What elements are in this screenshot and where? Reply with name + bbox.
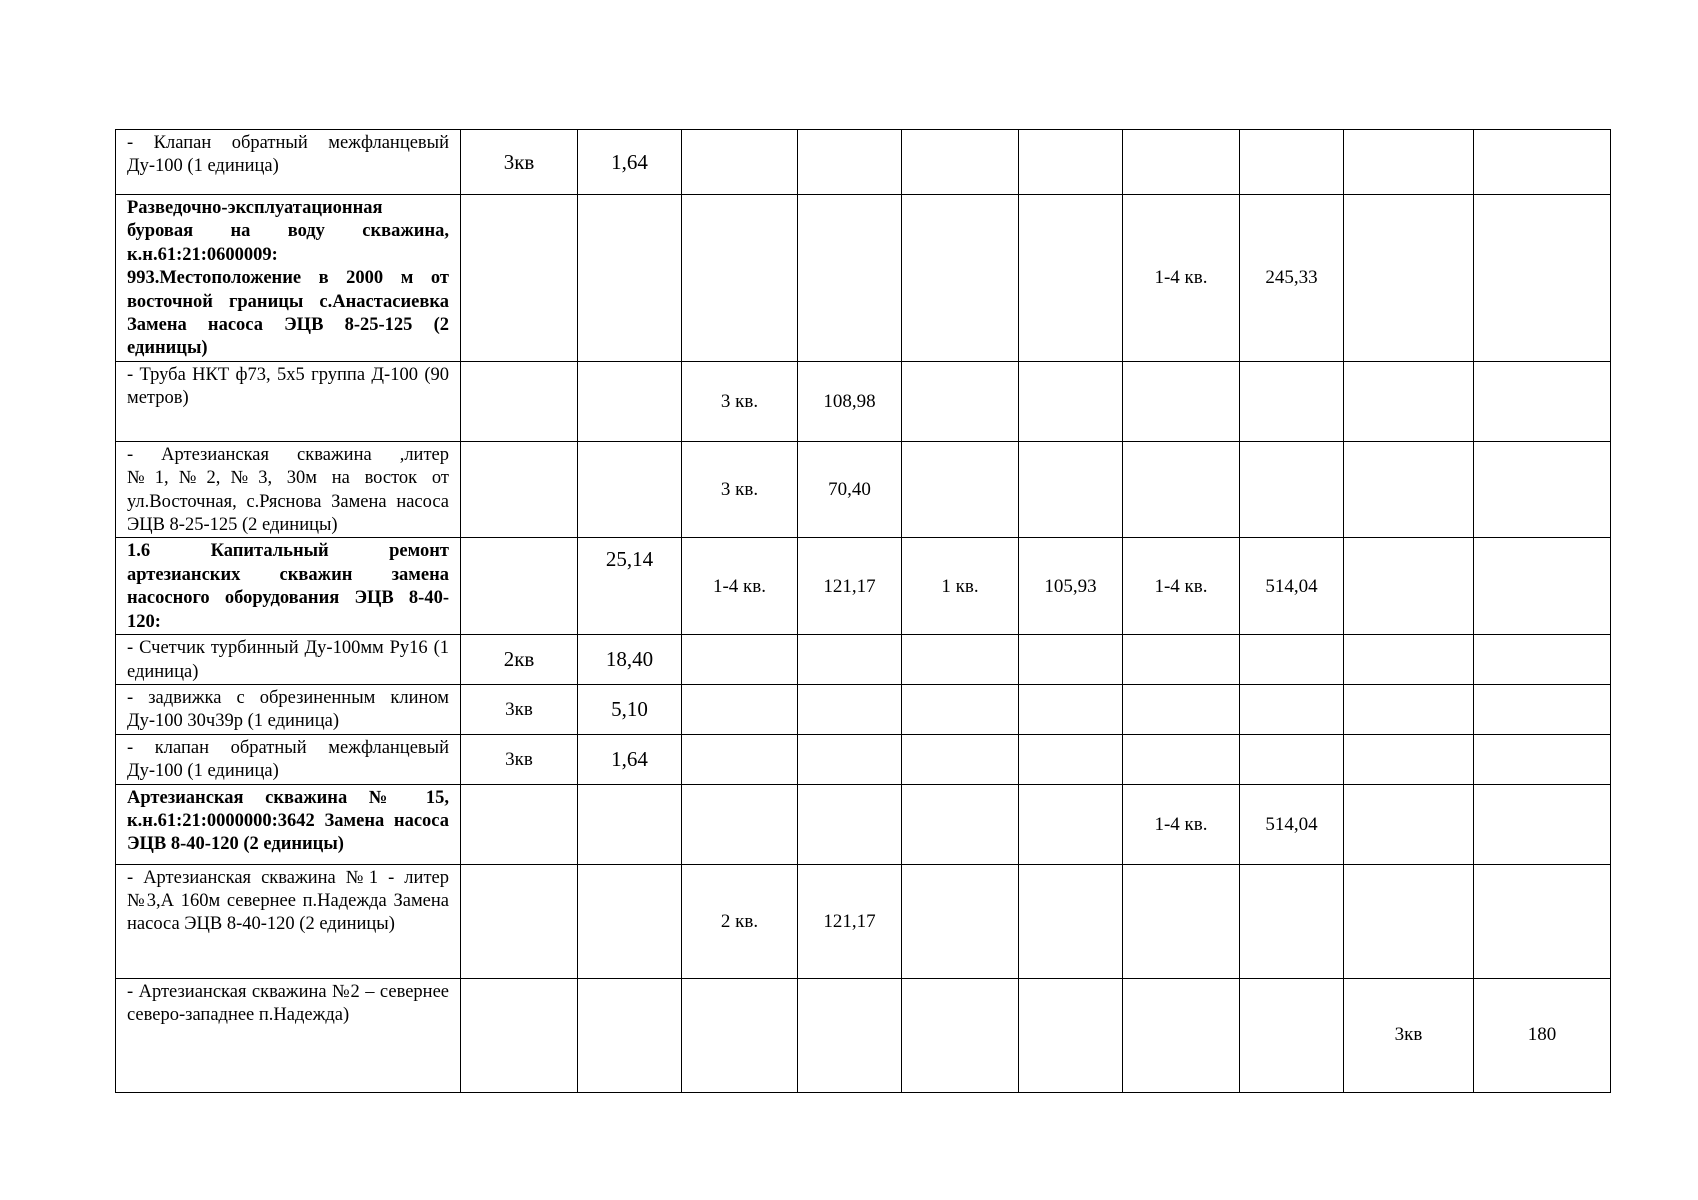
table-row bbox=[116, 734, 1611, 784]
amount-cell bbox=[1019, 734, 1123, 784]
amount-cell: 514,04 bbox=[1240, 538, 1344, 635]
period-cell bbox=[902, 784, 1019, 864]
amount-cell bbox=[798, 195, 902, 362]
period-cell: 3 кв. bbox=[682, 441, 798, 538]
period-cell bbox=[1344, 784, 1474, 864]
amount-cell bbox=[798, 635, 902, 685]
amount-cell bbox=[1240, 130, 1344, 195]
period-cell bbox=[1123, 864, 1240, 978]
amount-cell: 121,17 bbox=[798, 864, 902, 978]
period-cell: 1-4 кв. bbox=[1123, 538, 1240, 635]
table-row bbox=[116, 684, 1611, 734]
row-description: - задвижка с обрезиненным клином Ду-100 30ч39р (1 единица) bbox=[116, 684, 461, 734]
table-row bbox=[116, 784, 1611, 864]
period-cell bbox=[1123, 734, 1240, 784]
period-cell: 1-4 кв. bbox=[682, 538, 798, 635]
amount-cell bbox=[578, 441, 682, 538]
period-cell bbox=[1344, 635, 1474, 685]
amount-cell bbox=[1019, 361, 1123, 441]
period-cell bbox=[902, 635, 1019, 685]
amount-cell bbox=[798, 684, 902, 734]
amount-cell: 105,93 bbox=[1019, 538, 1123, 635]
period-cell bbox=[461, 441, 578, 538]
amount-cell bbox=[578, 361, 682, 441]
amount-cell bbox=[1474, 130, 1611, 195]
amount-cell bbox=[1240, 361, 1344, 441]
amount-cell bbox=[578, 784, 682, 864]
table-row bbox=[116, 864, 1611, 978]
amount-cell: 5,10 bbox=[578, 684, 682, 734]
table-row bbox=[116, 978, 1611, 1092]
amount-cell: 514,04 bbox=[1240, 784, 1344, 864]
period-cell bbox=[682, 195, 798, 362]
amount-cell bbox=[578, 864, 682, 978]
period-cell bbox=[1344, 864, 1474, 978]
row-description: Разведочно-эксплуатационная буровая на воду скважина, к.н.61:21:0600009: 993.Местоположение в 2000 м от восточной границы с.Анастасиевка Замена насоса ЭЦВ 8-25-125 (2 единицы) bbox=[116, 195, 461, 362]
row-description: - клапан обратный межфланцевый Ду-100 (1 единица) bbox=[116, 734, 461, 784]
table-row bbox=[116, 130, 1611, 195]
amount-cell bbox=[1474, 635, 1611, 685]
period-cell: 3кв bbox=[461, 684, 578, 734]
amount-cell bbox=[1019, 978, 1123, 1092]
period-cell bbox=[1344, 734, 1474, 784]
period-cell bbox=[902, 361, 1019, 441]
row-description: Артезианская скважина № 15, к.н.61:21:0000000:3642 Замена насоса ЭЦВ 8-40-120 (2 единицы) bbox=[116, 784, 461, 864]
row-description: 1.6 Капитальный ремонт артезианских скважин замена насосного оборудования ЭЦВ 8-40-120: bbox=[116, 538, 461, 635]
amount-cell: 245,33 bbox=[1240, 195, 1344, 362]
period-cell: 3кв bbox=[1344, 978, 1474, 1092]
table-row bbox=[116, 441, 1611, 538]
period-cell bbox=[1123, 684, 1240, 734]
period-cell: 2 кв. bbox=[682, 864, 798, 978]
period-cell bbox=[461, 195, 578, 362]
amount-cell: 25,14 bbox=[578, 538, 682, 635]
amount-cell bbox=[1474, 195, 1611, 362]
period-cell bbox=[902, 130, 1019, 195]
amount-cell bbox=[1240, 684, 1344, 734]
amount-cell: 18,40 bbox=[578, 635, 682, 685]
amount-cell bbox=[1240, 978, 1344, 1092]
period-cell bbox=[461, 538, 578, 635]
period-cell bbox=[461, 361, 578, 441]
period-cell bbox=[1344, 195, 1474, 362]
amount-cell bbox=[1474, 361, 1611, 441]
amount-cell bbox=[798, 784, 902, 864]
period-cell bbox=[902, 195, 1019, 362]
row-description: - Артезианская скважина №2 – севернее северо-западнее п.Надежда) bbox=[116, 978, 461, 1092]
period-cell bbox=[1123, 361, 1240, 441]
period-cell bbox=[1123, 130, 1240, 195]
period-cell bbox=[682, 684, 798, 734]
period-cell bbox=[461, 784, 578, 864]
period-cell bbox=[682, 130, 798, 195]
amount-cell bbox=[1019, 130, 1123, 195]
period-cell bbox=[1123, 441, 1240, 538]
period-cell bbox=[1344, 130, 1474, 195]
amount-cell: 121,17 bbox=[798, 538, 902, 635]
amount-cell bbox=[1240, 635, 1344, 685]
amount-cell: 70,40 bbox=[798, 441, 902, 538]
period-cell bbox=[1344, 684, 1474, 734]
amount-cell bbox=[578, 195, 682, 362]
period-cell bbox=[902, 864, 1019, 978]
row-description: - Артезианская скважина №1 - литер №3,А 160м севернее п.Надежда Замена насоса ЭЦВ 8-40-120 (2 единицы) bbox=[116, 864, 461, 978]
amount-cell bbox=[1240, 864, 1344, 978]
amount-cell bbox=[798, 130, 902, 195]
period-cell: 3кв bbox=[461, 734, 578, 784]
row-description: - Счетчик турбинный Ду-100мм Ру16 (1 единица) bbox=[116, 635, 461, 685]
amount-cell: 1,64 bbox=[578, 130, 682, 195]
period-cell bbox=[461, 978, 578, 1092]
amount-cell bbox=[798, 734, 902, 784]
period-cell bbox=[1123, 635, 1240, 685]
amount-cell bbox=[1240, 734, 1344, 784]
row-description: - Клапан обратный межфланцевый Ду-100 (1 единица) bbox=[116, 130, 461, 195]
period-cell bbox=[1344, 441, 1474, 538]
amount-cell: 108,98 bbox=[798, 361, 902, 441]
period-cell bbox=[682, 978, 798, 1092]
amount-cell bbox=[1240, 441, 1344, 538]
period-cell bbox=[682, 635, 798, 685]
period-cell bbox=[902, 734, 1019, 784]
period-cell bbox=[1344, 361, 1474, 441]
period-cell: 2кв bbox=[461, 635, 578, 685]
amount-cell bbox=[578, 978, 682, 1092]
period-cell: 3 кв. bbox=[682, 361, 798, 441]
table-row bbox=[116, 538, 1611, 635]
amount-cell bbox=[1019, 195, 1123, 362]
amount-cell bbox=[1474, 784, 1611, 864]
period-cell bbox=[682, 784, 798, 864]
period-cell bbox=[902, 441, 1019, 538]
row-description: - Труба НКТ ф73, 5х5 группа Д-100 (90 метров) bbox=[116, 361, 461, 441]
period-cell: 1 кв. bbox=[902, 538, 1019, 635]
period-cell bbox=[902, 684, 1019, 734]
table-row bbox=[116, 361, 1611, 441]
table-row bbox=[116, 195, 1611, 362]
period-cell bbox=[902, 978, 1019, 1092]
period-cell: 1-4 кв. bbox=[1123, 784, 1240, 864]
period-cell bbox=[461, 864, 578, 978]
amount-cell bbox=[1019, 441, 1123, 538]
period-cell bbox=[1123, 978, 1240, 1092]
amount-cell bbox=[1019, 864, 1123, 978]
amount-cell bbox=[1019, 784, 1123, 864]
amount-cell: 180 bbox=[1474, 978, 1611, 1092]
amount-cell bbox=[1474, 538, 1611, 635]
period-cell: 3кв bbox=[461, 130, 578, 195]
amount-cell bbox=[798, 978, 902, 1092]
amount-cell bbox=[1019, 635, 1123, 685]
amount-cell bbox=[1474, 734, 1611, 784]
period-cell bbox=[1344, 538, 1474, 635]
period-cell: 1-4 кв. bbox=[1123, 195, 1240, 362]
amount-cell bbox=[1474, 684, 1611, 734]
amount-cell bbox=[1019, 684, 1123, 734]
row-description: - Артезианская скважина ,литер №1,№2,№3, 30м на восток от ул.Восточная, с.Ряснова Замена насоса ЭЦВ 8-25-125 (2 единицы) bbox=[116, 441, 461, 538]
table-row bbox=[116, 635, 1611, 685]
amount-cell: 1,64 bbox=[578, 734, 682, 784]
amount-cell bbox=[1474, 864, 1611, 978]
period-cell bbox=[682, 734, 798, 784]
document-table bbox=[115, 129, 1611, 1093]
amount-cell bbox=[1474, 441, 1611, 538]
